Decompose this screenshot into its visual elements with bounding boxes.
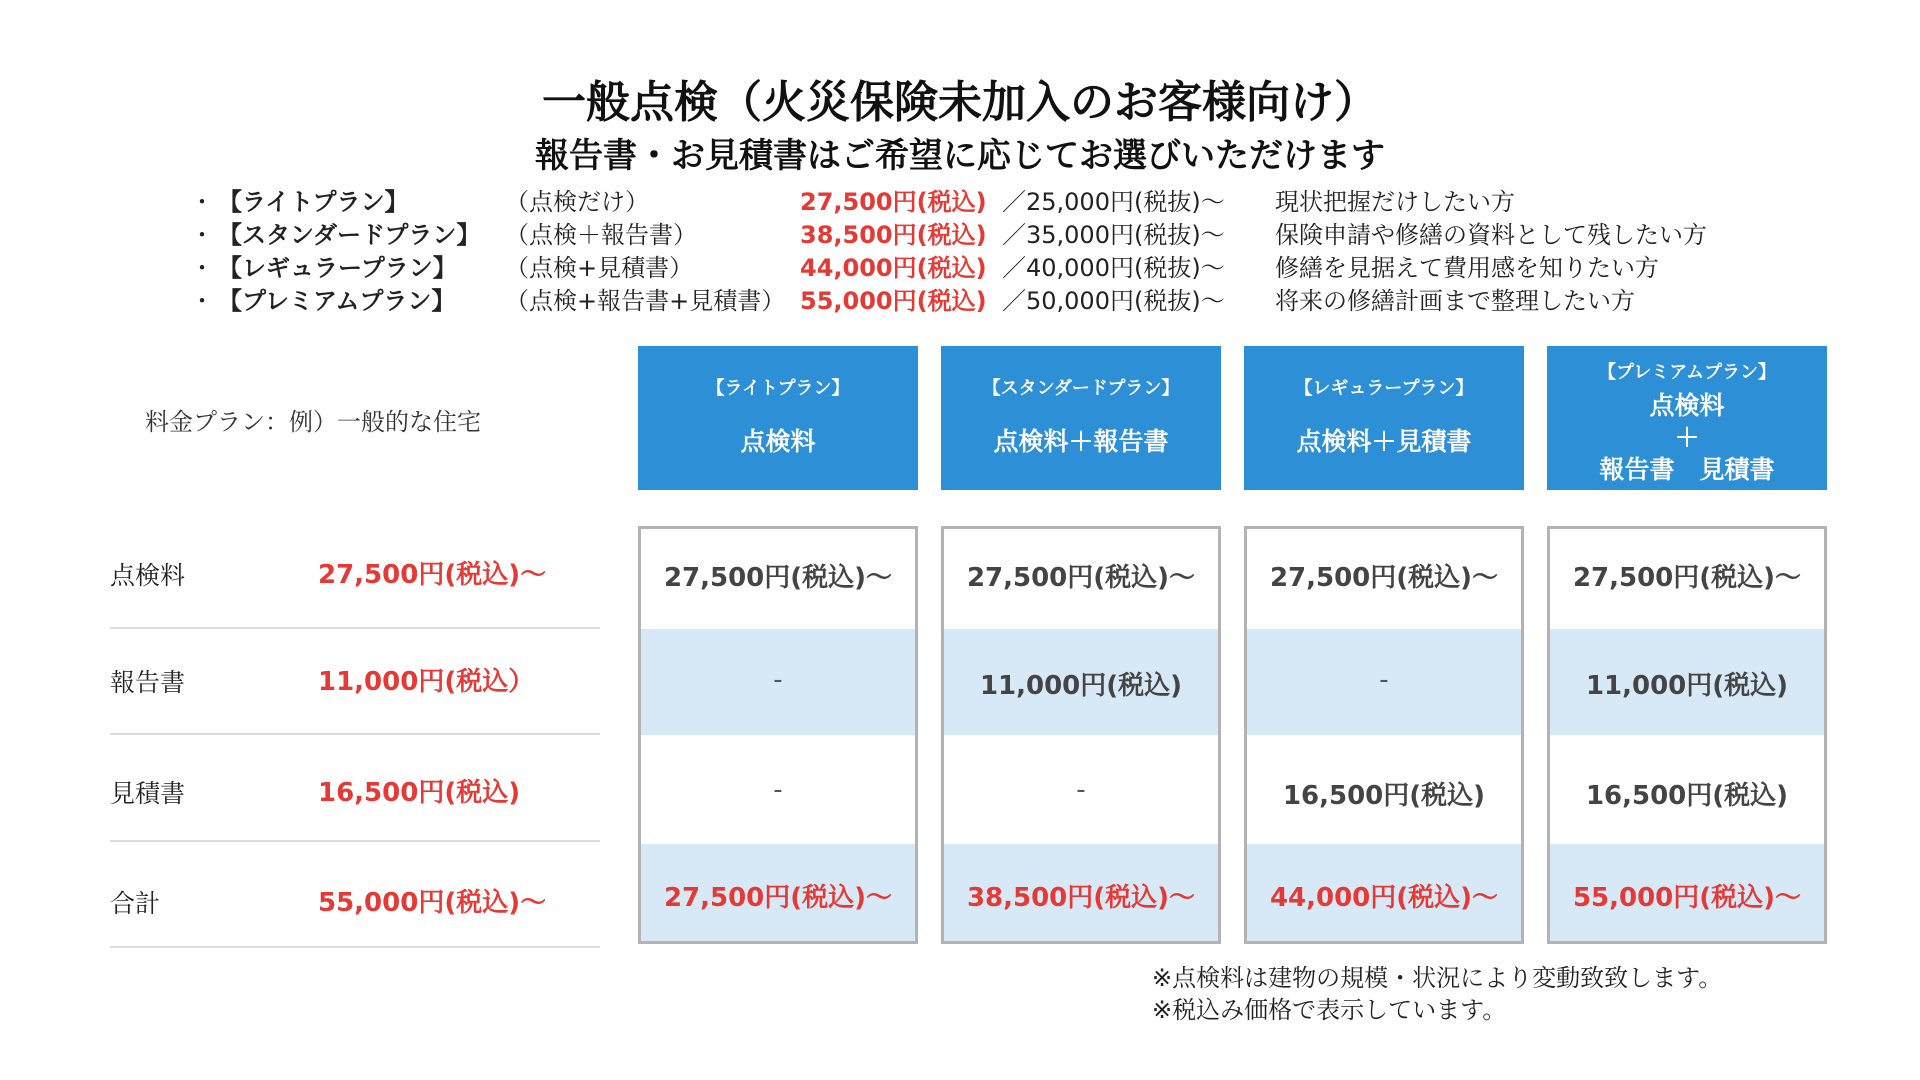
column-title: 点検料＋見積書 [1296,427,1472,456]
row-divider [110,946,600,948]
bullet: ・ [190,221,214,249]
cell-inspection: 27,500円(税込)〜 [1269,563,1499,593]
row-label-estimate: 見積書 [110,779,186,808]
price-caption: 料金プラン：例）一般的な住宅 [145,408,481,436]
row-price-inspection: 27,500円(税込)〜 [318,560,547,590]
column-title-line: 報告書 見積書 [1599,455,1775,484]
cell-total: 44,000円(税込)〜 [1269,883,1499,913]
cell-report: 11,000円(税込) [979,671,1183,701]
cell-report: 11,000円(税込) [1585,671,1789,701]
plan-name: 【レギュラープラン】 [218,254,457,282]
plan-target: 修繕を見据えて費用感を知りたい方 [1275,254,1659,282]
bullet: ・ [190,287,214,315]
plan-price-tax-in: 55,000円(税込) [800,287,987,315]
plan-name: 【プレミアムプラン】 [218,287,456,315]
cell-estimate: 16,500円(税込) [1585,781,1789,811]
plan-desc: （点検だけ） [505,188,649,216]
column-header-regular [1244,346,1524,490]
column-header-light [638,346,918,490]
column-tag: 【ライトプラン】 [706,378,850,399]
cell-inspection: 27,500円(税込)〜 [663,563,893,593]
cell-estimate: - [773,775,783,805]
column-title [1547,390,1827,486]
column-title: 点検料＋報告書 [993,427,1169,456]
column-header-premium [1547,346,1827,490]
column-title: 点検料 [740,427,816,456]
plan-name: 【ライトプラン】 [218,188,409,216]
column-title-line: ＋ [1674,423,1700,452]
column-box-light [638,526,918,944]
cell-total: 38,500円(税込)〜 [966,883,1196,913]
plan-price-tax-in: 44,000円(税込) [800,254,987,282]
row-divider [110,840,600,842]
plan-price-tax-ex: ／40,000円(税抜)〜 [1002,254,1225,282]
column-header-standard [941,346,1221,490]
page-subtitle: 報告書・お見積書はご希望に応じてお選びいただけます [535,136,1385,176]
page-title: 一般点検（火災保険未加入のお客様向け） [542,77,1378,128]
plan-price-tax-ex: ／35,000円(税抜)〜 [1002,221,1225,249]
plan-target: 現状把握だけしたい方 [1275,188,1515,216]
cell-report: - [1379,665,1389,695]
plan-price-tax-in: 38,500円(税込) [800,221,987,249]
row-divider [110,733,600,735]
footnote-price-variation: ※点検料は建物の規模・状況により変動致致します。 [1152,964,1723,992]
plan-price-tax-ex: ／25,000円(税抜)〜 [1002,188,1225,216]
plan-desc: （点検+見積書） [505,254,694,282]
footnote-tax-included: ※税込み価格で表示しています。 [1152,996,1507,1024]
row-price-report: 11,000円(税込） [318,667,535,697]
column-box-standard [941,526,1221,944]
column-tag: 【プレミアムプラン】 [1597,362,1777,383]
plan-target: 将来の修繕計画まで整理したい方 [1275,287,1635,315]
cell-estimate: - [1076,775,1086,805]
row-divider [110,627,600,629]
cell-report: - [773,665,783,695]
column-title-line: 点検料 [1649,391,1725,420]
column-box-regular [1244,526,1524,944]
row-label-total: 合計 [110,889,161,918]
bullet: ・ [190,254,214,282]
cell-total: 55,000円(税込)〜 [1572,883,1802,913]
row-label-inspection: 点検料 [110,561,186,590]
column-box-premium [1547,526,1827,944]
plan-target: 保険申請や修繕の資料として残したい方 [1275,221,1707,249]
plan-price-tax-in: 27,500円(税込) [800,188,987,216]
plan-desc: （点検+報告書+見積書） [505,287,786,315]
column-tag: 【レギュラープラン】 [1294,378,1474,399]
row-price-estimate: 16,500円(税込) [318,778,521,808]
cell-inspection: 27,500円(税込)〜 [966,563,1196,593]
cell-estimate: 16,500円(税込) [1282,781,1486,811]
bullet: ・ [190,188,214,216]
cell-inspection: 27,500円(税込)〜 [1572,563,1802,593]
plan-desc: （点検＋報告書） [505,221,697,249]
plan-price-tax-ex: ／50,000円(税抜)〜 [1002,287,1225,315]
column-tag: 【スタンダードプラン】 [982,378,1180,399]
row-price-total: 55,000円(税込)〜 [318,888,547,918]
cell-total: 27,500円(税込)〜 [663,883,893,913]
plan-name: 【スタンダードプラン】 [218,221,481,249]
row-label-report: 報告書 [110,668,186,697]
